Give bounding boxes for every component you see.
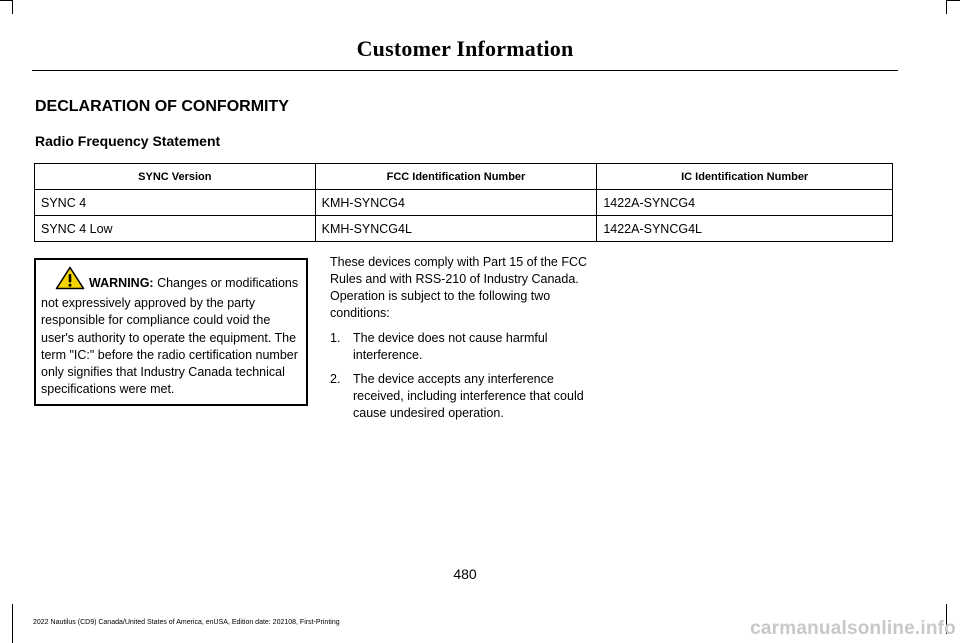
crop-mark	[12, 0, 13, 14]
table-cell: 1422A-SYNCG4	[597, 190, 893, 216]
page-number: 480	[453, 566, 477, 582]
column-header-sync-version: SYNC Version	[35, 164, 316, 190]
warning-label: WARNING:	[89, 276, 154, 290]
compliance-text	[330, 254, 606, 429]
section-title: DECLARATION OF CONFORMITY	[35, 98, 289, 115]
table-row	[35, 216, 893, 242]
list-item	[330, 371, 606, 422]
subsection-title: Radio Frequency Statement	[35, 133, 221, 149]
warning-triangle-icon	[55, 266, 85, 295]
footer-edition-info: 2022 Nautilus (CD9) Canada/United States of America, enUSA, Edition date: 202108, First-Printing	[33, 619, 340, 626]
table-row	[35, 190, 893, 216]
table-cell: KMH-SYNCG4	[315, 190, 597, 216]
header-divider	[32, 70, 898, 71]
column-header-ic-id: IC Identification Number	[597, 164, 893, 190]
list-item-number: 1.	[330, 331, 341, 345]
conditions-list	[330, 330, 606, 422]
table-cell: SYNC 4 Low	[35, 216, 316, 242]
warning-text: Changes or modifications not expressively approved by the party responsible for compliance could void the user's authority to operate the equipment. The term "IC:" before the radio certification number only signifies that Industry Canada technical specifications were met.	[41, 276, 299, 397]
list-item-text: The device does not cause harmful interference.	[353, 331, 548, 362]
list-item-number: 2.	[330, 372, 341, 386]
compliance-intro: These devices comply with Part 15 of the FCC Rules and with RSS-210 of Industry Canada. Operation is subject to the following two conditions:	[330, 255, 588, 320]
crop-mark	[0, 0, 12, 1]
column-header-fcc-id: FCC Identification Number	[315, 164, 597, 190]
table-cell: 1422A-SYNCG4L	[597, 216, 893, 242]
watermark: carmanualsonline.info	[750, 618, 956, 639]
crop-mark	[946, 0, 947, 14]
crop-mark	[946, 0, 960, 1]
list-item-text: The device accepts any interference received, including interference that could cause undesired operation.	[353, 372, 584, 420]
radio-frequency-table	[34, 163, 893, 242]
table-cell: SYNC 4	[35, 190, 316, 216]
table-cell: KMH-SYNCG4L	[315, 216, 597, 242]
warning-box	[34, 258, 308, 406]
page-header-title: Customer Information	[356, 36, 574, 61]
list-item	[330, 330, 606, 364]
table-header-row	[35, 164, 893, 190]
crop-mark	[12, 604, 13, 643]
